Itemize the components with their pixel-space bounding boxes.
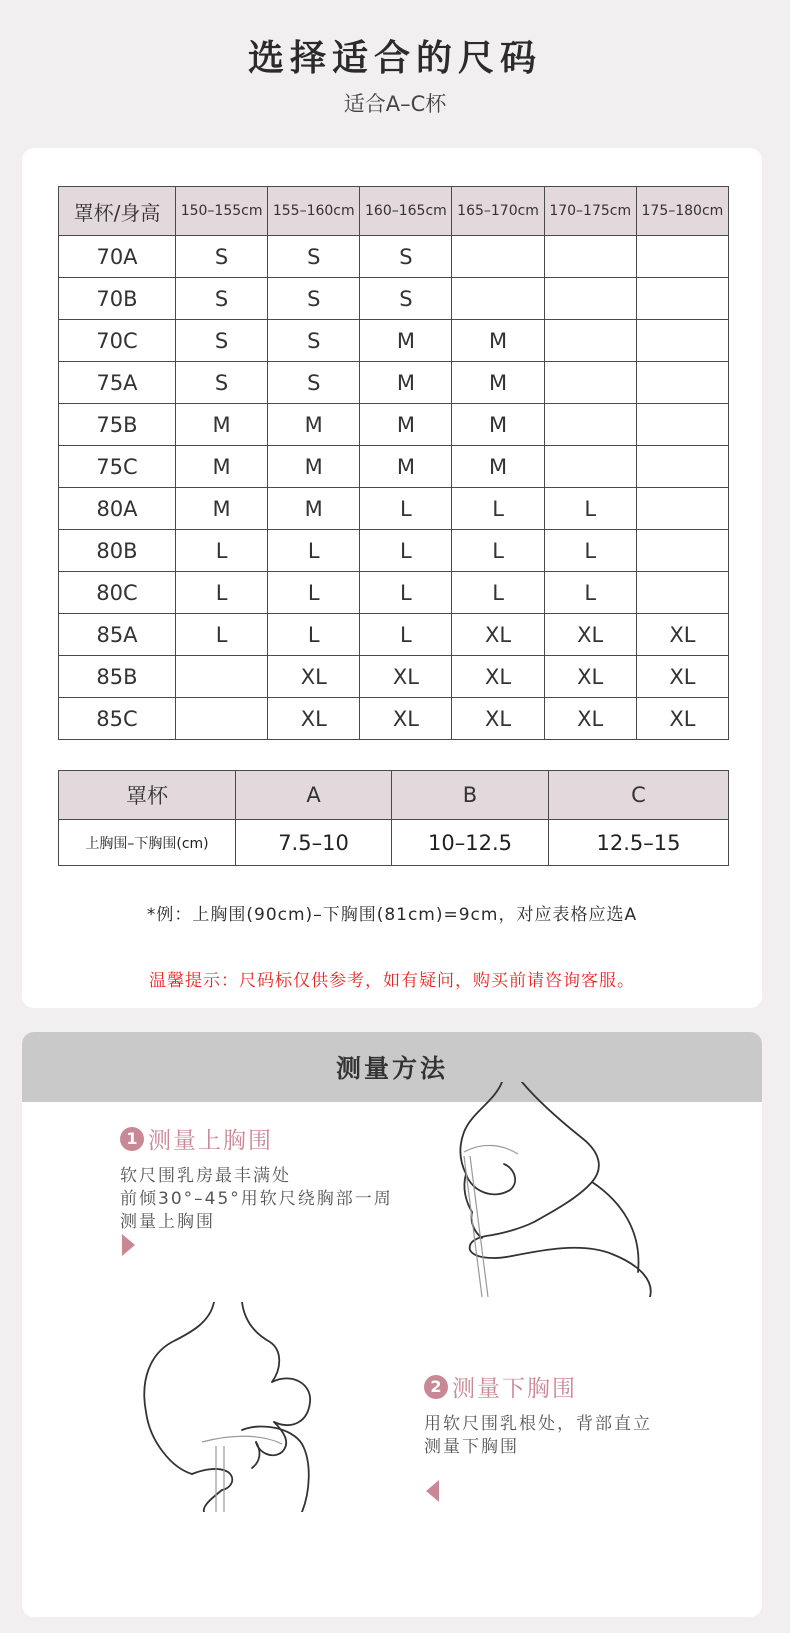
cup-range: 12.5–15 — [549, 820, 729, 866]
cup-size-label: 80B — [59, 530, 176, 572]
step-1-line: 测量上胸围 — [120, 1212, 215, 1232]
size-cell: L — [360, 488, 452, 530]
cup-size-label: 75A — [59, 362, 176, 404]
size-cell: M — [268, 488, 360, 530]
size-cell: M — [452, 446, 544, 488]
size-cell: L — [544, 572, 636, 614]
size-row — [59, 320, 729, 362]
height-header: 165–170cm — [452, 187, 544, 236]
size-cell: M — [176, 488, 268, 530]
size-cell: XL — [636, 614, 728, 656]
cup-table — [58, 770, 729, 866]
size-cell: L — [452, 572, 544, 614]
size-cell: M — [176, 404, 268, 446]
size-cell: L — [544, 488, 636, 530]
size-table-body — [59, 236, 729, 740]
cup-header: A — [236, 771, 392, 820]
size-cell: S — [360, 236, 452, 278]
cup-range: 7.5–10 — [236, 820, 392, 866]
size-cell: L — [544, 530, 636, 572]
cup-size-label: 85B — [59, 656, 176, 698]
size-cell: S — [268, 320, 360, 362]
size-cell: L — [176, 530, 268, 572]
size-row — [59, 362, 729, 404]
step-1-title-text: 测量上胸围 — [148, 1128, 273, 1154]
size-cell: M — [268, 404, 360, 446]
upper-bust-illustration — [442, 1082, 672, 1297]
size-cell: L — [452, 530, 544, 572]
size-cell: XL — [360, 698, 452, 740]
size-cell: S — [360, 278, 452, 320]
under-bust-illustration — [132, 1302, 372, 1512]
cup-size-label: 70C — [59, 320, 176, 362]
size-cell: M — [360, 446, 452, 488]
size-cell — [636, 446, 728, 488]
size-row — [59, 572, 729, 614]
size-cell: S — [268, 236, 360, 278]
size-cell: M — [268, 446, 360, 488]
size-row — [59, 530, 729, 572]
cup-range: 10–12.5 — [392, 820, 549, 866]
size-cell: L — [268, 572, 360, 614]
size-row — [59, 614, 729, 656]
size-row — [59, 488, 729, 530]
height-header: 155–160cm — [268, 187, 360, 236]
size-cell: L — [268, 530, 360, 572]
size-cell: XL — [452, 656, 544, 698]
size-cell — [544, 446, 636, 488]
size-cell: S — [176, 320, 268, 362]
size-cell: M — [176, 446, 268, 488]
size-cell: M — [452, 320, 544, 362]
size-cell: XL — [452, 614, 544, 656]
cup-table-row — [59, 820, 729, 866]
size-cell: L — [360, 572, 452, 614]
size-chart-card — [22, 148, 762, 1008]
corner-label: 罩杯/身高 — [59, 187, 176, 236]
size-cell — [636, 320, 728, 362]
height-header: 170–175cm — [544, 187, 636, 236]
cup-table-header — [59, 771, 729, 820]
cup-header: B — [392, 771, 549, 820]
cup-header-label: 罩杯 — [59, 771, 236, 820]
size-cell: XL — [268, 698, 360, 740]
page-subtitle: 适合A–C杯 — [343, 92, 447, 116]
size-row — [59, 236, 729, 278]
size-table — [58, 186, 729, 740]
step-1-title — [120, 1122, 393, 1155]
size-cell — [544, 404, 636, 446]
cup-size-label: 70A — [59, 236, 176, 278]
size-cell — [176, 656, 268, 698]
size-cell: S — [176, 236, 268, 278]
size-cell — [452, 236, 544, 278]
cup-size-label: 80A — [59, 488, 176, 530]
size-cell — [544, 362, 636, 404]
cup-size-label: 85A — [59, 614, 176, 656]
step-2-title-text: 测量下胸围 — [452, 1376, 577, 1402]
step-1-badge: 1 — [120, 1127, 144, 1151]
size-table-header — [59, 187, 729, 236]
size-cell — [636, 530, 728, 572]
size-cell — [636, 278, 728, 320]
step-1 — [120, 1122, 393, 1234]
measure-heading: 测量方法 — [22, 1032, 762, 1102]
size-row — [59, 656, 729, 698]
size-cell: M — [360, 362, 452, 404]
size-cell — [636, 572, 728, 614]
size-cell: S — [176, 278, 268, 320]
size-cell: XL — [360, 656, 452, 698]
size-cell — [636, 236, 728, 278]
size-cell: XL — [544, 656, 636, 698]
size-cell: L — [176, 572, 268, 614]
size-cell: M — [452, 362, 544, 404]
height-header: 150–155cm — [176, 187, 268, 236]
cup-size-label: 80C — [59, 572, 176, 614]
arrow-right-icon — [122, 1234, 135, 1256]
size-cell: L — [360, 530, 452, 572]
page-title: 选择适合的尺码 — [247, 38, 542, 79]
step-1-line: 前倾30°–45°用软尺绕胸部一周 — [120, 1189, 393, 1209]
size-cell — [544, 320, 636, 362]
example-text: *例：上胸围(90cm)–下胸围(81cm)=9cm，对应表格应选A — [146, 905, 638, 925]
measure-card — [22, 1032, 762, 1617]
size-cell: L — [360, 614, 452, 656]
cup-size-label: 70B — [59, 278, 176, 320]
size-cell — [636, 362, 728, 404]
size-cell — [452, 278, 544, 320]
size-cell — [544, 236, 636, 278]
step-2 — [424, 1370, 652, 1459]
size-cell: M — [360, 320, 452, 362]
size-cell: XL — [544, 698, 636, 740]
size-cell — [636, 404, 728, 446]
cup-header: C — [549, 771, 729, 820]
size-cell: S — [268, 362, 360, 404]
size-cell: XL — [268, 656, 360, 698]
step-1-line: 软尺围乳房最丰满处 — [120, 1166, 291, 1186]
cup-row-label: 上胸围–下胸围(cm) — [59, 820, 236, 866]
height-header: 175–180cm — [636, 187, 728, 236]
step-2-line: 测量下胸围 — [424, 1437, 519, 1457]
size-cell — [176, 698, 268, 740]
size-cell: L — [176, 614, 268, 656]
size-cell — [636, 488, 728, 530]
size-row — [59, 404, 729, 446]
size-cell: S — [268, 278, 360, 320]
step-2-line: 用软尺围乳根处，背部直立 — [424, 1414, 652, 1434]
step-1-text — [120, 1165, 393, 1234]
size-row — [59, 698, 729, 740]
notice-text: 温馨提示：尺码标仅供参考，如有疑问，购买前请咨询客服。 — [149, 971, 635, 991]
step-2-text — [424, 1413, 652, 1459]
arrow-left-icon — [426, 1480, 439, 1502]
size-cell: XL — [636, 656, 728, 698]
size-cell: XL — [636, 698, 728, 740]
size-cell: M — [360, 404, 452, 446]
size-cell — [544, 278, 636, 320]
size-row — [59, 446, 729, 488]
size-cell: L — [452, 488, 544, 530]
height-header: 160–165cm — [360, 187, 452, 236]
step-2-title — [424, 1370, 652, 1403]
size-cell: XL — [452, 698, 544, 740]
cup-size-label: 85C — [59, 698, 176, 740]
size-cell: S — [176, 362, 268, 404]
size-cell: XL — [544, 614, 636, 656]
cup-size-label: 75C — [59, 446, 176, 488]
size-row — [59, 278, 729, 320]
cup-size-label: 75B — [59, 404, 176, 446]
size-cell: M — [452, 404, 544, 446]
size-cell: L — [268, 614, 360, 656]
step-2-badge: 2 — [424, 1375, 448, 1399]
